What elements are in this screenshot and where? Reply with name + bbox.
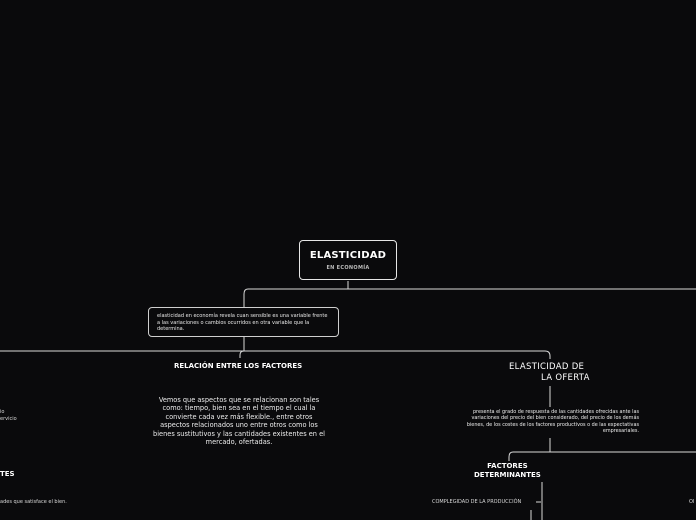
relacion-text: Vemos que aspectos que se relacionan son tales como: tiempo, bien sea en el tiempo el cual la convierte cada vez más flexible., entre otros aspectos relacionados uno entre otros como los bienes sustitutivos y las cantidades existentes en el mercado, ofertadas.: [153, 396, 325, 447]
right-fragment-1: OI: [689, 499, 695, 505]
relacion-title[interactable]: RELACIÓN ENTRE LOS FACTORES: [174, 362, 303, 370]
factores-item-complegidad[interactable]: COMPLEGIDAD DE LA PRODUCCIÓN: [432, 499, 522, 505]
factores-title-line1: FACTORES: [487, 462, 528, 470]
oferta-title[interactable]: [509, 362, 590, 384]
connector-second-right-corner: [545, 351, 550, 356]
left-fragment-2: ervicio: [0, 416, 17, 422]
connector-main-left-corner: [244, 289, 248, 294]
root-title: ELASTICIDAD: [309, 250, 387, 261]
factores-title[interactable]: [474, 462, 541, 479]
connector-third-left-corner: [509, 452, 513, 457]
left-fragment-1: io: [0, 409, 5, 415]
root-subtitle: EN ECONOMÍA: [326, 265, 370, 271]
root-node[interactable]: [299, 240, 397, 280]
left-fragment-3: ades que satisface el bien.: [0, 499, 67, 505]
definition-text: elasticidad en economía revela cuan sensible es una variable frente a las variaciones o cambios ocurridos en otra variable que la determina.: [157, 313, 328, 333]
connector-to-relacion: [240, 351, 244, 355]
definition-node[interactable]: [148, 307, 339, 337]
left-fragment-title[interactable]: TES: [0, 470, 15, 478]
oferta-title-line2: LA OFERTA: [541, 373, 590, 383]
oferta-title-line1: ELASTICIDAD DE: [509, 362, 585, 372]
factores-title-line2: DETERMINANTES: [474, 470, 541, 479]
oferta-text: presenta el grado de respuesta de las cantidades ofrecidas ante las variaciones del precio del bien considerado, del precio de los demás bienes, de los costes de los factores productivos o de las expectativas empresariales.: [466, 409, 639, 434]
